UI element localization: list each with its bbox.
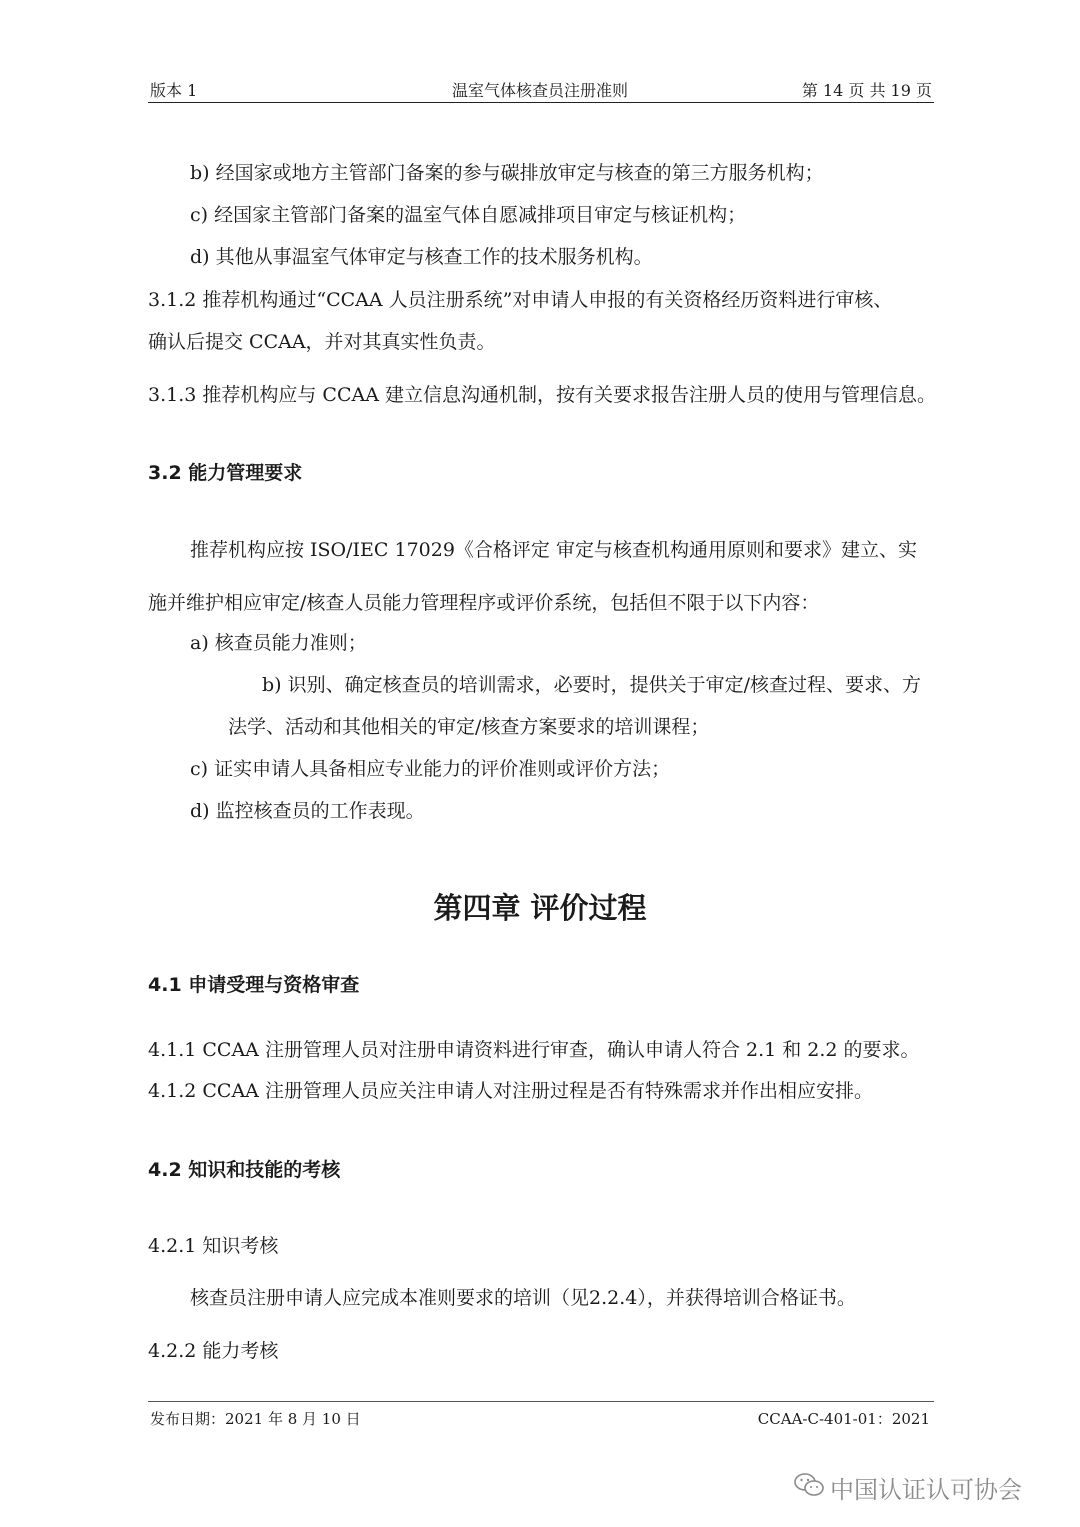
list-item-a: a) 核查员能力准则；	[190, 632, 367, 654]
list-item-d-2: d) 监控核查员的工作表现。	[190, 800, 425, 822]
list-item-b-2-cont: 法学、活动和其他相关的审定/核查方案要求的培训课程；	[228, 716, 710, 738]
paragraph-3-1-2: 3.1.2 推荐机构通过“CCAA 人员注册系统”对申请人申报的有关资格经历资料进行审核、	[148, 289, 893, 311]
header-version: 版本 1	[150, 81, 198, 100]
section-heading-4-1: 4.1 申请受理与资格审查	[148, 974, 360, 996]
list-item-b: b) 经国家或地方主管部门备案的参与碳排放审定与核查的第三方服务机构；	[190, 162, 824, 184]
subsection-4-2-2: 4.2.2 能力考核	[148, 1340, 279, 1362]
subsection-4-2-1: 4.2.1 知识考核	[148, 1235, 279, 1257]
watermark-text: 中国认证认可协会	[830, 1476, 1022, 1504]
paragraph-4-1-2: 4.1.2 CCAA 注册管理人员应关注申请人对注册过程是否有特殊需求并作出相应安排。	[148, 1080, 873, 1102]
section-heading-3-2: 3.2 能力管理要求	[148, 462, 303, 484]
header-page-number: 第 14 页 共 19 页	[801, 81, 932, 100]
wechat-icon	[794, 1472, 824, 1498]
paragraph-4-1-1: 4.1.1 CCAA 注册管理人员对注册申请资料进行审查，确认申请人符合 2.1 和 2.2 的要求。	[148, 1039, 920, 1061]
footer-code: CCAA-C-401-01：2021	[757, 1410, 930, 1428]
paragraph-3-1-3: 3.1.3 推荐机构应与 CCAA 建立信息沟通机制，按有关要求报告注册人员的使用与管理信息。	[148, 384, 936, 406]
list-item-d: d) 其他从事温室气体审定与核查工作的技术服务机构。	[190, 246, 653, 268]
list-item-c-2: c) 证实申请人具备相应专业能力的评价准则或评价方法；	[190, 758, 671, 780]
paragraph-4-2-1: 核查员注册申请人应完成本准则要求的培训（见2.2.4），并获得培训合格证书。	[190, 1287, 856, 1309]
footer-date: 发布日期：2021 年 8 月 10 日	[150, 1410, 361, 1428]
footer-divider	[148, 1401, 934, 1402]
section-heading-4-2: 4.2 知识和技能的考核	[148, 1159, 341, 1181]
header-divider	[148, 102, 934, 103]
header-title: 温室气体核查员注册准则	[451, 81, 629, 100]
paragraph-3-1-2-cont: 确认后提交 CCAA，并对其真实性负责。	[148, 331, 496, 353]
list-item-b-2: b) 识别、确定核查员的培训需求，必要时，提供关于审定/核查过程、要求、方	[262, 674, 922, 696]
paragraph-3-2: 推荐机构应按 ISO/IEC 17029《合格评定 审定与核查机构通用原则和要求》建立、实	[190, 539, 917, 561]
list-item-c: c) 经国家主管部门备案的温室气体自愿减排项目审定与核证机构；	[190, 204, 747, 226]
paragraph-3-2-cont: 施并维护相应审定/核查人员能力管理程序或评价系统，包括但不限于以下内容：	[148, 592, 820, 614]
chapter-title: 第四章 评价过程	[433, 891, 647, 925]
